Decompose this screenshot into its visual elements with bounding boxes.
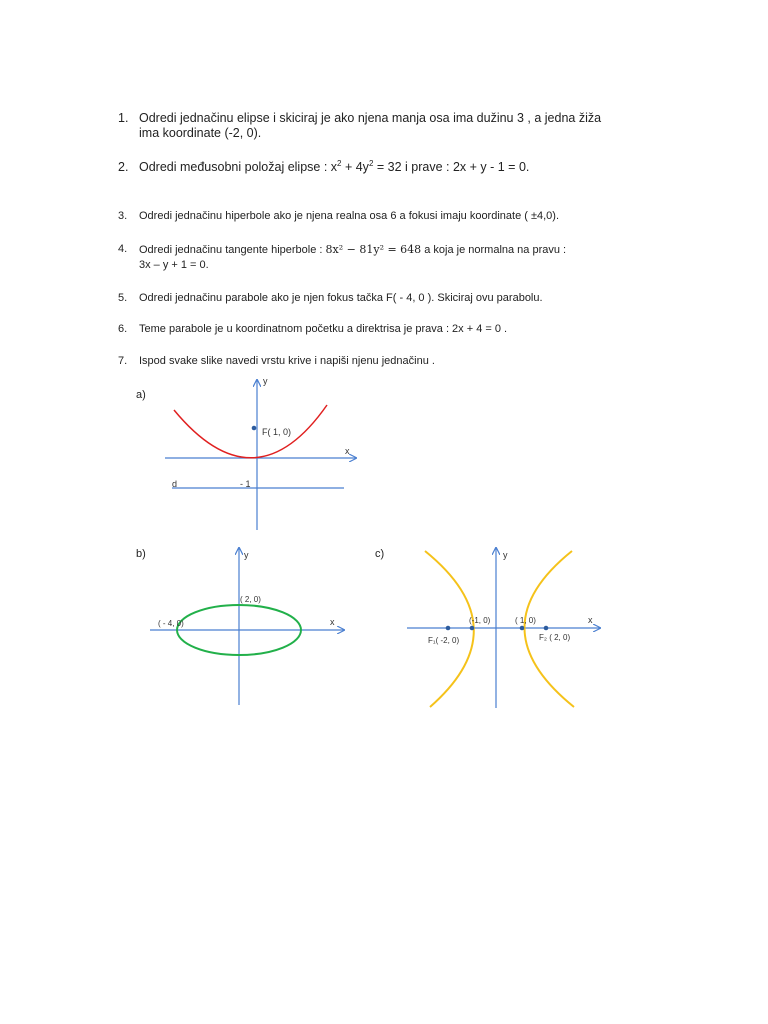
task-number: 6. bbox=[118, 323, 128, 335]
exponent: 2 bbox=[337, 158, 342, 168]
focus-label: F( 1, 0) bbox=[262, 427, 292, 437]
directrix-value-label: - 1 bbox=[240, 479, 251, 489]
task-text-part: = 32 i prave : 2x + y - 1 = 0. bbox=[373, 160, 530, 174]
task-number: 2. bbox=[118, 160, 129, 174]
vertex-left-label: ( - 4, 0) bbox=[158, 619, 184, 628]
figure-a-parabola-graph bbox=[165, 376, 356, 530]
vertex-left-point bbox=[470, 626, 475, 631]
x-axis-label: x bbox=[345, 446, 350, 456]
x-axis-label: x bbox=[588, 615, 593, 625]
task-text: Odredi jednačinu parabole ako je njen fokus tačka F( - 4, 0 ). Skiciraj ovu parabolu. bbox=[139, 292, 543, 304]
task-number: 3. bbox=[118, 210, 128, 222]
focus-left-point bbox=[446, 626, 451, 631]
equation: 8x² − 81y² = 648 bbox=[325, 243, 422, 256]
figure-a-label: a) bbox=[136, 389, 146, 401]
task-text: Teme parabole je u koordinatnom početku a direktrisa je prava : 2x + 4 = 0 . bbox=[139, 323, 508, 335]
task-text-line2: ima koordinate (-2, 0). bbox=[139, 126, 262, 140]
focus-right-label: F₂ ( 2, 0) bbox=[539, 633, 571, 642]
y-axis-label: y bbox=[263, 376, 268, 386]
figure-b-label: b) bbox=[136, 548, 146, 560]
focus-point bbox=[252, 426, 257, 431]
figure-c-label: c) bbox=[375, 548, 385, 560]
focus-left-label: F₁( -2, 0) bbox=[428, 636, 460, 645]
exponent: 2 bbox=[368, 158, 374, 168]
vertex-right-point bbox=[520, 626, 525, 631]
task-number: 4. bbox=[118, 243, 128, 255]
y-axis-label: y bbox=[503, 550, 508, 560]
vertex-left-label: (-1, 0) bbox=[469, 616, 491, 625]
task-text-part: Odredi jednačinu tangente hiperbole : bbox=[139, 244, 326, 256]
task-text-line2: 3x – y + 1 = 0. bbox=[139, 259, 209, 271]
task-number: 7. bbox=[118, 355, 128, 367]
x-axis-label: x bbox=[330, 617, 335, 627]
focus-right-point bbox=[544, 626, 549, 631]
task-number: 1. bbox=[118, 111, 129, 125]
task-text-part: Odredi međusobni položaj elipse : x bbox=[139, 160, 338, 174]
task-text-part: a koja je normalna na pravu : bbox=[421, 244, 567, 256]
figure-c-hyperbola-graph bbox=[407, 548, 600, 708]
parabola-curve bbox=[174, 405, 327, 458]
task-text: Odredi jednačinu hiperbole ako je njena realna osa 6 a fokusi imaju koordinate ( ±4,0). bbox=[139, 210, 560, 222]
task-number: 5. bbox=[118, 292, 128, 304]
vertex-right-label: ( 1, 0) bbox=[515, 616, 536, 625]
task-text: Ispod svake slike navedi vrstu krive i napiši njenu jednačinu . bbox=[139, 355, 435, 367]
hyperbola-right-branch bbox=[524, 551, 574, 707]
directrix-label: d bbox=[172, 479, 178, 489]
vertex-top-label: ( 2, 0) bbox=[240, 595, 261, 604]
task-text: Odredi jednačinu elipse i skiciraj je ako njena manja osa ima dužinu 3 , a jedna žiža bbox=[139, 111, 602, 125]
task-text-part: + 4y bbox=[341, 160, 369, 174]
y-axis-label: y bbox=[244, 550, 249, 560]
figure-b-ellipse-graph bbox=[150, 548, 344, 705]
